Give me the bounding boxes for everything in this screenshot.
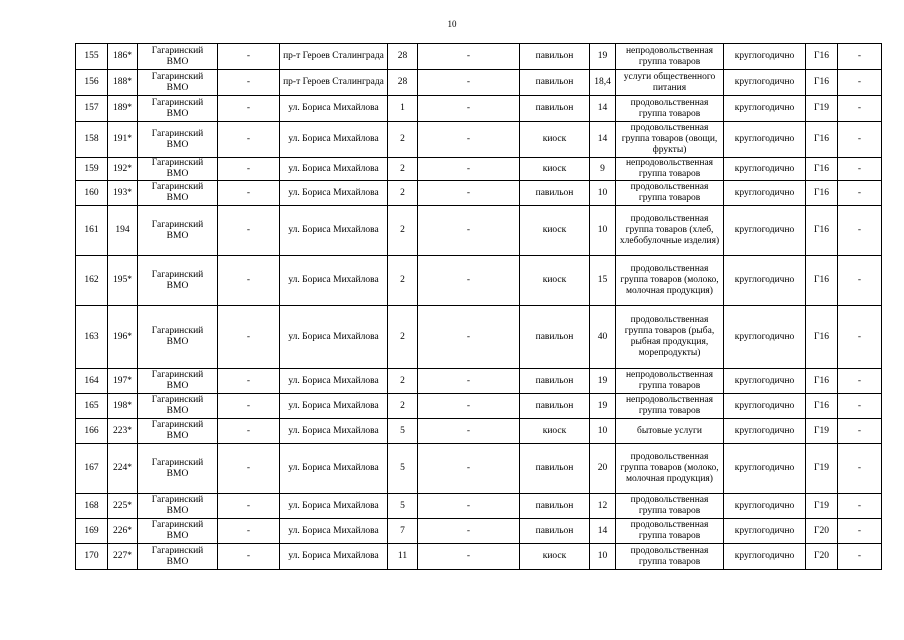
cell-house-number: 2 [388, 306, 418, 369]
table-row [76, 494, 882, 519]
cell-period: круглогодично [724, 419, 806, 444]
cell-object-type: павильон [520, 44, 590, 70]
cell-district: Гагаринский ВМО [138, 394, 218, 419]
cell-district: Гагаринский ВМО [138, 158, 218, 181]
cell-object-id: 188* [108, 70, 138, 96]
cell-code: Г16 [806, 256, 838, 306]
cell-goods-group: продовольственная группа товаров [616, 181, 724, 206]
cell-object-type: павильон [520, 70, 590, 96]
cell-period: круглогодично [724, 444, 806, 494]
cell-object-type: павильон [520, 369, 590, 394]
cell-district: Гагаринский ВМО [138, 44, 218, 70]
cell-street: пр-т Героев Сталинграда [280, 70, 388, 96]
cell-column-4: - [218, 96, 280, 122]
cell-object-id: 197* [108, 369, 138, 394]
cell-row-number: 164 [76, 369, 108, 394]
cell-goods-group: непродовольственная группа товаров [616, 158, 724, 181]
cell-house-number: 7 [388, 519, 418, 544]
cell-object-type: киоск [520, 256, 590, 306]
table-row [76, 519, 882, 544]
table-row [76, 394, 882, 419]
cell-object-type: павильон [520, 96, 590, 122]
cell-house-number: 5 [388, 419, 418, 444]
cell-object-type: киоск [520, 158, 590, 181]
table-row [76, 206, 882, 256]
cell-district: Гагаринский ВМО [138, 494, 218, 519]
cell-area: 12 [590, 494, 616, 519]
cell-period: круглогодично [724, 70, 806, 96]
cell-street: ул. Бориса Михайлова [280, 444, 388, 494]
cell-house-number: 28 [388, 70, 418, 96]
cell-column-7: - [418, 158, 520, 181]
cell-area: 10 [590, 181, 616, 206]
cell-column-7: - [418, 206, 520, 256]
cell-area: 40 [590, 306, 616, 369]
cell-house-number: 2 [388, 394, 418, 419]
cell-object-id: 194 [108, 206, 138, 256]
cell-house-number: 1 [388, 96, 418, 122]
cell-area: 10 [590, 419, 616, 444]
cell-column-4: - [218, 44, 280, 70]
cell-street: ул. Бориса Михайлова [280, 256, 388, 306]
cell-object-id: 192* [108, 158, 138, 181]
cell-column-4: - [218, 70, 280, 96]
cell-area: 9 [590, 158, 616, 181]
cell-street: ул. Бориса Михайлова [280, 544, 388, 570]
cell-column-7: - [418, 306, 520, 369]
cell-column-13: - [838, 44, 882, 70]
cell-row-number: 168 [76, 494, 108, 519]
cell-column-4: - [218, 369, 280, 394]
cell-goods-group: продовольственная группа товаров (овощи, фрукты) [616, 122, 724, 158]
cell-column-7: - [418, 44, 520, 70]
cell-district: Гагаринский ВМО [138, 519, 218, 544]
cell-column-7: - [418, 544, 520, 570]
trade-objects-table [75, 43, 882, 570]
cell-code: Г16 [806, 206, 838, 256]
cell-period: круглогодично [724, 158, 806, 181]
cell-column-13: - [838, 519, 882, 544]
cell-street: ул. Бориса Михайлова [280, 369, 388, 394]
cell-code: Г20 [806, 519, 838, 544]
table-body [76, 44, 882, 570]
table-row [76, 419, 882, 444]
cell-column-13: - [838, 96, 882, 122]
cell-area: 20 [590, 444, 616, 494]
cell-period: круглогодично [724, 306, 806, 369]
cell-area: 14 [590, 96, 616, 122]
table-row [76, 444, 882, 494]
cell-street: ул. Бориса Михайлова [280, 494, 388, 519]
cell-column-13: - [838, 122, 882, 158]
cell-period: круглогодично [724, 519, 806, 544]
cell-row-number: 165 [76, 394, 108, 419]
page-number: 10 [447, 19, 457, 29]
cell-object-id: 196* [108, 306, 138, 369]
cell-goods-group: непродовольственная группа товаров [616, 369, 724, 394]
cell-object-type: павильон [520, 181, 590, 206]
cell-period: круглогодично [724, 96, 806, 122]
cell-code: Г16 [806, 394, 838, 419]
cell-column-4: - [218, 158, 280, 181]
cell-column-4: - [218, 306, 280, 369]
table-row [76, 256, 882, 306]
cell-column-13: - [838, 394, 882, 419]
cell-house-number: 2 [388, 158, 418, 181]
cell-column-13: - [838, 444, 882, 494]
cell-object-type: киоск [520, 206, 590, 256]
cell-column-7: - [418, 122, 520, 158]
cell-area: 18,4 [590, 70, 616, 96]
cell-goods-group: продовольственная группа товаров (молоко, молочная продукция) [616, 444, 724, 494]
cell-object-id: 191* [108, 122, 138, 158]
cell-column-4: - [218, 206, 280, 256]
cell-object-id: 189* [108, 96, 138, 122]
table-row [76, 96, 882, 122]
cell-column-7: - [418, 369, 520, 394]
table-row [76, 122, 882, 158]
cell-column-4: - [218, 494, 280, 519]
cell-street: ул. Бориса Михайлова [280, 181, 388, 206]
cell-street: ул. Бориса Михайлова [280, 206, 388, 256]
cell-row-number: 162 [76, 256, 108, 306]
cell-code: Г16 [806, 369, 838, 394]
table-row [76, 70, 882, 96]
cell-house-number: 2 [388, 369, 418, 394]
cell-goods-group: продовольственная группа товаров [616, 544, 724, 570]
cell-district: Гагаринский ВМО [138, 444, 218, 494]
cell-column-4: - [218, 419, 280, 444]
cell-code: Г16 [806, 70, 838, 96]
cell-area: 14 [590, 519, 616, 544]
cell-column-7: - [418, 181, 520, 206]
cell-object-type: киоск [520, 419, 590, 444]
cell-code: Г16 [806, 122, 838, 158]
cell-period: круглогодично [724, 206, 806, 256]
cell-period: круглогодично [724, 44, 806, 70]
cell-code: Г19 [806, 494, 838, 519]
cell-code: Г20 [806, 544, 838, 570]
cell-code: Г19 [806, 444, 838, 494]
cell-period: круглогодично [724, 181, 806, 206]
cell-house-number: 5 [388, 494, 418, 519]
cell-district: Гагаринский ВМО [138, 256, 218, 306]
cell-period: круглогодично [724, 544, 806, 570]
cell-column-13: - [838, 369, 882, 394]
cell-area: 19 [590, 394, 616, 419]
cell-column-13: - [838, 158, 882, 181]
cell-period: круглогодично [724, 122, 806, 158]
cell-row-number: 156 [76, 70, 108, 96]
cell-district: Гагаринский ВМО [138, 206, 218, 256]
cell-house-number: 2 [388, 181, 418, 206]
cell-goods-group: продовольственная группа товаров [616, 96, 724, 122]
cell-column-4: - [218, 544, 280, 570]
cell-object-type: павильон [520, 519, 590, 544]
cell-street: ул. Бориса Михайлова [280, 519, 388, 544]
cell-object-id: 195* [108, 256, 138, 306]
cell-column-7: - [418, 96, 520, 122]
cell-row-number: 169 [76, 519, 108, 544]
cell-object-id: 225* [108, 494, 138, 519]
cell-code: Г16 [806, 158, 838, 181]
cell-house-number: 2 [388, 122, 418, 158]
cell-column-4: - [218, 519, 280, 544]
cell-object-id: 227* [108, 544, 138, 570]
cell-code: Г16 [806, 306, 838, 369]
cell-column-7: - [418, 394, 520, 419]
table-row [76, 544, 882, 570]
cell-goods-group: продовольственная группа товаров (молоко, молочная продукция) [616, 256, 724, 306]
cell-code: Г16 [806, 181, 838, 206]
cell-object-type: киоск [520, 122, 590, 158]
cell-goods-group: непродовольственная группа товаров [616, 44, 724, 70]
cell-row-number: 161 [76, 206, 108, 256]
table-row [76, 306, 882, 369]
cell-code: Г16 [806, 44, 838, 70]
cell-object-type: павильон [520, 394, 590, 419]
cell-column-7: - [418, 444, 520, 494]
cell-goods-group: продовольственная группа товаров [616, 494, 724, 519]
cell-object-type: киоск [520, 544, 590, 570]
cell-district: Гагаринский ВМО [138, 544, 218, 570]
cell-district: Гагаринский ВМО [138, 96, 218, 122]
cell-column-4: - [218, 394, 280, 419]
cell-street: ул. Бориса Михайлова [280, 419, 388, 444]
cell-house-number: 2 [388, 256, 418, 306]
cell-object-type: павильон [520, 306, 590, 369]
cell-goods-group: продовольственная группа товаров (рыба, рыбная продукция, морепродукты) [616, 306, 724, 369]
cell-area: 15 [590, 256, 616, 306]
cell-column-13: - [838, 494, 882, 519]
cell-house-number: 5 [388, 444, 418, 494]
cell-column-13: - [838, 306, 882, 369]
cell-object-id: 224* [108, 444, 138, 494]
cell-house-number: 28 [388, 44, 418, 70]
cell-object-id: 193* [108, 181, 138, 206]
cell-column-13: - [838, 206, 882, 256]
cell-area: 19 [590, 369, 616, 394]
cell-object-id: 226* [108, 519, 138, 544]
table-row [76, 158, 882, 181]
cell-column-7: - [418, 494, 520, 519]
cell-column-7: - [418, 419, 520, 444]
cell-column-7: - [418, 519, 520, 544]
cell-street: ул. Бориса Михайлова [280, 122, 388, 158]
cell-code: Г19 [806, 96, 838, 122]
cell-goods-group: продовольственная группа товаров (хлеб, хлебобулочные изделия) [616, 206, 724, 256]
cell-row-number: 157 [76, 96, 108, 122]
cell-district: Гагаринский ВМО [138, 369, 218, 394]
cell-object-id: 186* [108, 44, 138, 70]
cell-house-number: 2 [388, 206, 418, 256]
cell-column-7: - [418, 256, 520, 306]
cell-goods-group: бытовые услуги [616, 419, 724, 444]
cell-area: 10 [590, 544, 616, 570]
cell-goods-group: продовольственная группа товаров [616, 519, 724, 544]
cell-street: ул. Бориса Михайлова [280, 158, 388, 181]
cell-period: круглогодично [724, 494, 806, 519]
cell-column-13: - [838, 544, 882, 570]
cell-street: ул. Бориса Михайлова [280, 394, 388, 419]
table-row [76, 369, 882, 394]
cell-area: 14 [590, 122, 616, 158]
cell-column-7: - [418, 70, 520, 96]
cell-row-number: 159 [76, 158, 108, 181]
cell-row-number: 160 [76, 181, 108, 206]
cell-object-type: павильон [520, 444, 590, 494]
cell-row-number: 155 [76, 44, 108, 70]
cell-object-id: 223* [108, 419, 138, 444]
cell-object-id: 198* [108, 394, 138, 419]
cell-code: Г19 [806, 419, 838, 444]
table-row [76, 181, 882, 206]
cell-district: Гагаринский ВМО [138, 122, 218, 158]
cell-period: круглогодично [724, 394, 806, 419]
cell-area: 10 [590, 206, 616, 256]
cell-district: Гагаринский ВМО [138, 181, 218, 206]
cell-column-4: - [218, 444, 280, 494]
cell-object-type: павильон [520, 494, 590, 519]
cell-row-number: 166 [76, 419, 108, 444]
cell-goods-group: непродовольственная группа товаров [616, 394, 724, 419]
cell-column-13: - [838, 70, 882, 96]
cell-column-4: - [218, 181, 280, 206]
cell-district: Гагаринский ВМО [138, 419, 218, 444]
table-row [76, 44, 882, 70]
cell-column-4: - [218, 122, 280, 158]
cell-column-13: - [838, 419, 882, 444]
cell-street: ул. Бориса Михайлова [280, 306, 388, 369]
cell-street: ул. Бориса Михайлова [280, 96, 388, 122]
cell-house-number: 11 [388, 544, 418, 570]
cell-period: круглогодично [724, 256, 806, 306]
cell-street: пр-т Героев Сталинграда [280, 44, 388, 70]
cell-period: круглогодично [724, 369, 806, 394]
cell-row-number: 167 [76, 444, 108, 494]
cell-column-13: - [838, 181, 882, 206]
cell-district: Гагаринский ВМО [138, 70, 218, 96]
cell-column-13: - [838, 256, 882, 306]
cell-district: Гагаринский ВМО [138, 306, 218, 369]
cell-area: 19 [590, 44, 616, 70]
cell-goods-group: услуги общественного питания [616, 70, 724, 96]
cell-row-number: 170 [76, 544, 108, 570]
cell-column-4: - [218, 256, 280, 306]
cell-row-number: 158 [76, 122, 108, 158]
cell-row-number: 163 [76, 306, 108, 369]
